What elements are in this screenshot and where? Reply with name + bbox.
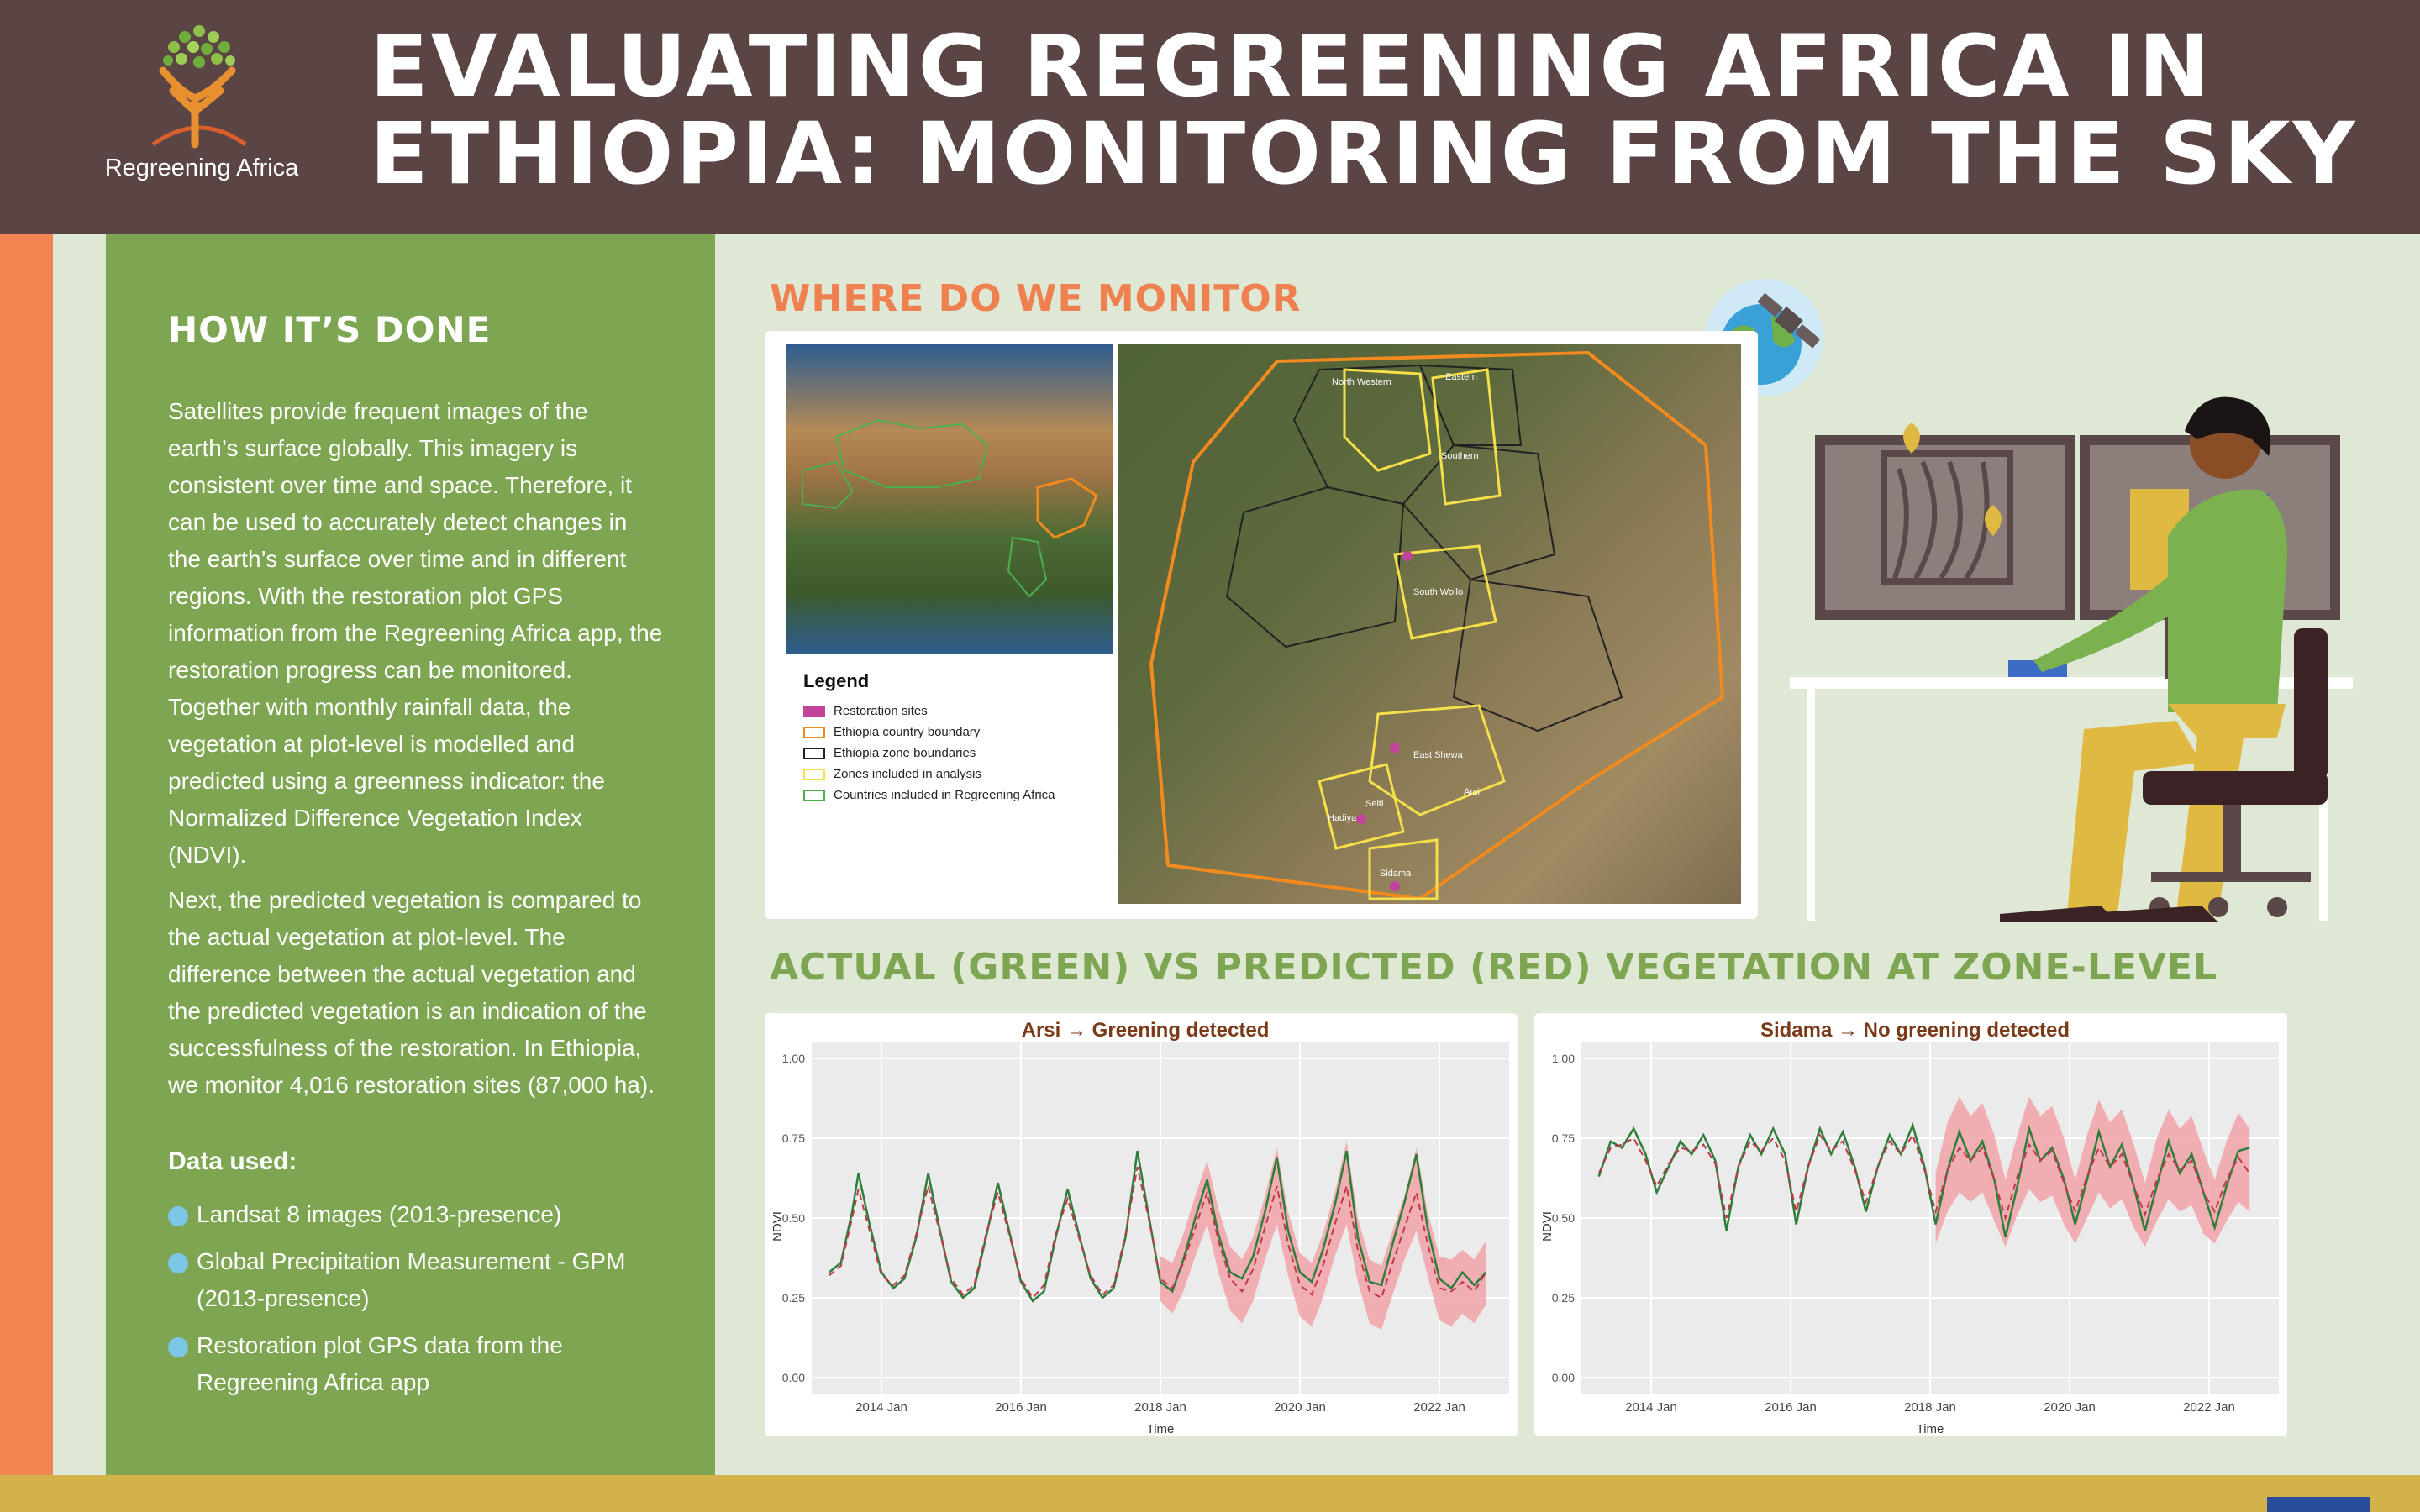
legend-swatch <box>803 748 825 759</box>
logo-text: Regreening Africa <box>104 155 299 181</box>
ndvi-chart-arsi-svg <box>765 1013 1518 1436</box>
where-we-monitor-title: WHERE DO WE MONITOR <box>770 277 1302 320</box>
zone-label: Sidama <box>1380 869 1412 879</box>
x-tick-label: 2014 Jan <box>1625 1400 1677 1415</box>
orange-side-strip <box>0 234 53 1475</box>
x-axis-label: Time <box>1146 1422 1175 1436</box>
x-axis-label: Time <box>1916 1422 1944 1436</box>
data-source-label: Global Precipitation Measurement - GPM (2013-presence) <box>197 1248 626 1311</box>
data-source-label: Restoration plot GPS data from the Regreening Africa app <box>197 1332 563 1395</box>
zone-label: East Shewa <box>1413 750 1463 760</box>
y-axis-label: NDVI <box>1540 1211 1555 1242</box>
zone-label: North Western <box>1332 377 1392 387</box>
legend-label: Countries included in Regreening Africa <box>834 788 1055 802</box>
y-tick-label: 1.00 <box>1551 1052 1575 1065</box>
data-source-item <box>168 1243 672 1317</box>
data-source-item <box>168 1327 672 1401</box>
ndvi-chart-sidama <box>1534 1013 2287 1436</box>
data-used-title: Data used: <box>168 1147 297 1175</box>
poster-title <box>370 17 2403 204</box>
zone-label: Southern <box>1441 451 1479 461</box>
y-tick-label: 0.00 <box>1551 1371 1575 1384</box>
y-axis-label: NDVI <box>771 1211 785 1242</box>
legend-item <box>803 722 1106 743</box>
x-tick-label: 2016 Jan <box>995 1400 1047 1415</box>
title-line-1: EVALUATING REGREENING AFRICA IN <box>370 17 2213 117</box>
zone-label: Arsi <box>1464 787 1480 797</box>
legend-label: Ethiopia zone boundaries <box>834 746 976 760</box>
ndvi-chart-sidama-svg <box>1534 1013 2287 1436</box>
y-tick-label: 0.25 <box>781 1291 805 1305</box>
legend-swatch <box>803 790 825 801</box>
y-tick-label: 0.00 <box>781 1371 805 1384</box>
x-tick-label: 2016 Jan <box>1765 1400 1817 1415</box>
x-tick-label: 2014 Jan <box>855 1400 908 1415</box>
chart-title: Sidama → No greening detected <box>1760 1019 2070 1042</box>
legend-title: Legend <box>803 670 870 691</box>
bullet-dot-icon <box>168 1206 188 1226</box>
bottom-bar <box>0 1475 2420 1512</box>
y-tick-label: 0.25 <box>1551 1291 1575 1305</box>
y-tick-label: 1.00 <box>781 1052 805 1065</box>
how-its-done-title: HOW IT’S DONE <box>168 309 492 350</box>
bullet-dot-icon <box>168 1253 188 1273</box>
ndvi-chart-arsi <box>765 1013 1518 1436</box>
africa-satellite-map <box>786 344 1113 654</box>
eu-flag-icon <box>2267 1497 2370 1512</box>
map-legend <box>803 670 1106 806</box>
chart-title: Arsi → Greening detected <box>1021 1019 1270 1042</box>
ethiopia-satellite-map <box>1118 344 1741 904</box>
legend-swatch <box>803 727 825 738</box>
zone-label: Eastern <box>1445 372 1477 382</box>
bullet-dot-icon <box>168 1337 188 1357</box>
legend-item <box>803 764 1106 785</box>
legend-item <box>803 701 1106 722</box>
legend-swatch <box>803 769 825 780</box>
x-tick-label: 2022 Jan <box>1413 1400 1465 1415</box>
method-paragraph-2: Next, the predicted vegetation is compared to the actual vegetation at plot-level. The difference between the actual vegetation and the predicted vegetation is an indication of the successfulness of the restoration. In Ethiopia, we monitor 4,016 restoration sites (87,000 ha). <box>168 887 655 1098</box>
method-paragraph-1: Satellites provide frequent images of the earth’s surface globally. This imagery is consistent over time and space. Therefore, it can be used to accurately detect changes in the earth’s surface over time and in different regions. With the restoration plot GPS information from the Regreening Africa app, the restoration progress can be monitored. Together with monthly rainfall data, the vegetation at plot-level is modelled and predicted using a greenness indicator: the Normalized Difference Vegetation Index (NDVI). <box>168 398 663 868</box>
zone-label: Hadiya <box>1328 813 1357 823</box>
x-tick-label: 2018 Jan <box>1134 1400 1186 1415</box>
analyst-at-desk-illustration <box>1697 267 2370 922</box>
zone-label: Selti <box>1365 799 1384 809</box>
title-line-2: ETHIOPIA: MONITORING FROM THE SKY <box>370 104 2358 204</box>
legend-label: Restoration sites <box>834 704 928 718</box>
data-source-label: Landsat 8 images (2013-presence) <box>197 1201 562 1227</box>
x-tick-label: 2020 Jan <box>1274 1400 1326 1415</box>
x-tick-label: 2022 Jan <box>2183 1400 2235 1415</box>
legend-label: Zones included in analysis <box>834 767 981 781</box>
legend-item <box>803 785 1106 806</box>
x-tick-label: 2020 Jan <box>2044 1400 2096 1415</box>
legend-swatch <box>803 706 825 717</box>
x-tick-label: 2018 Jan <box>1904 1400 1956 1415</box>
y-tick-label: 0.50 <box>781 1211 805 1225</box>
legend-item <box>803 743 1106 764</box>
y-tick-label: 0.75 <box>781 1131 805 1145</box>
zone-label: South Wollo <box>1413 587 1464 597</box>
regreening-africa-logo <box>145 18 254 153</box>
y-tick-label: 0.75 <box>1551 1131 1575 1145</box>
legend-label: Ethiopia country boundary <box>834 725 981 739</box>
data-source-item <box>168 1196 672 1233</box>
vegetation-charts-title: ACTUAL (GREEN) VS PREDICTED (RED) VEGETATION AT ZONE-LEVEL <box>770 946 2218 989</box>
y-tick-label: 0.50 <box>1551 1211 1575 1225</box>
